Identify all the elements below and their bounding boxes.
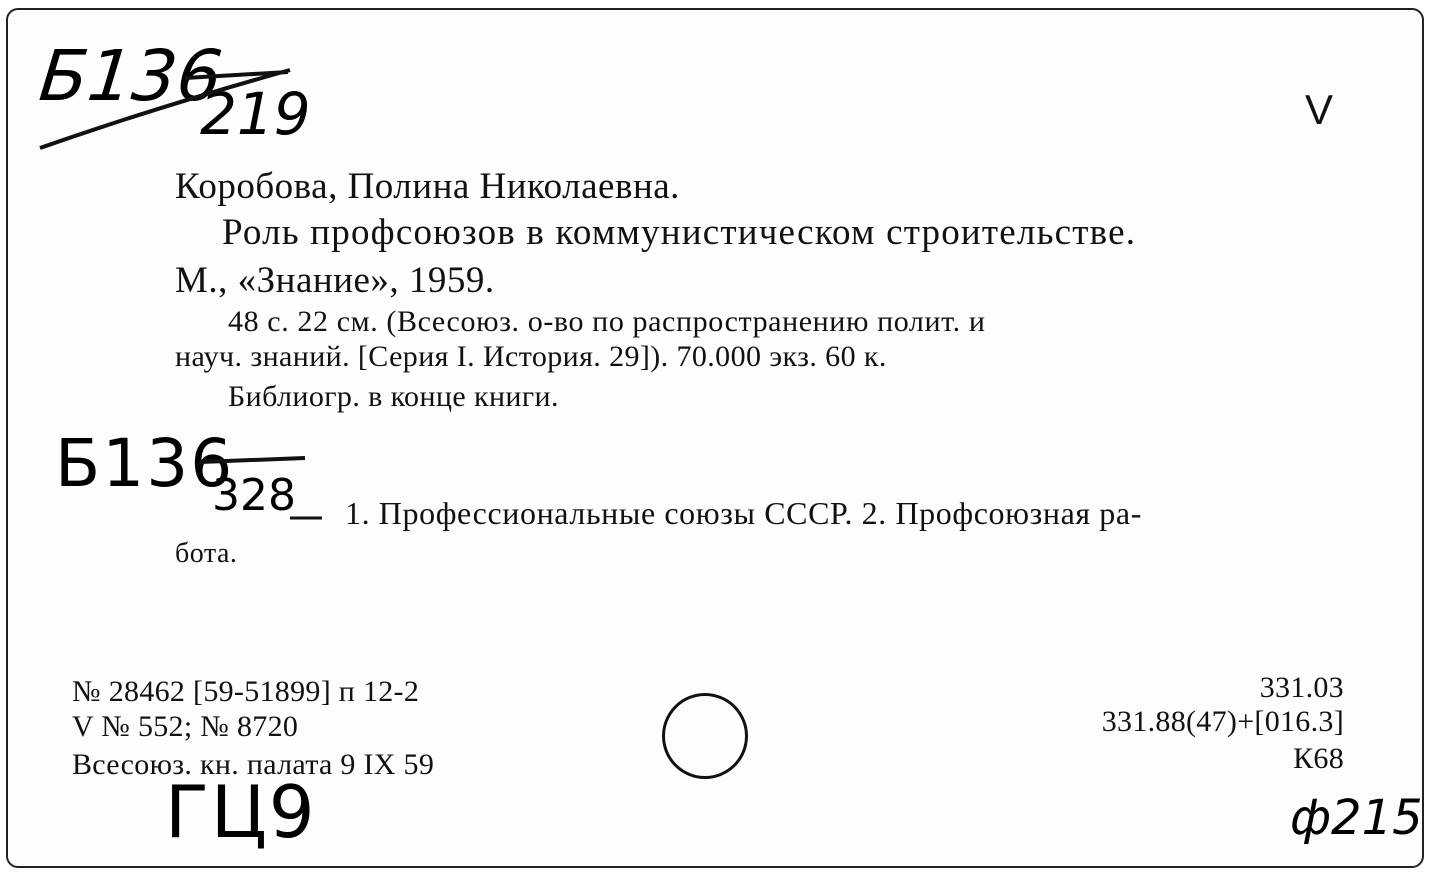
classification-line-2: 331.88(47)+[016.3]	[1101, 705, 1344, 738]
handwritten-shelfmark-mid: Б136	[55, 425, 235, 502]
author-heading: Коробова, Полина Николаевна.	[175, 166, 680, 207]
handwritten-shelfmark-top-number: 219	[200, 80, 311, 148]
collation-line-1: 48 с. 22 см. (Всесоюз. о-во по распространению полит. и	[228, 305, 986, 338]
shelfmark-mid-rule	[200, 458, 305, 462]
handwritten-bottom-right: ф215	[1290, 790, 1423, 846]
registration-line-3: Всесоюз. кн. палата 9 IX 59	[72, 748, 435, 781]
subjects-line-2: бота.	[175, 538, 238, 569]
handwritten-shelfmark-top: Б136	[35, 35, 226, 117]
subjects-line-1: 1. Профессиональные союзы СССР. 2. Профсоюзная ра-	[345, 495, 1142, 531]
handwritten-shelfmark-mid-number: 328	[212, 470, 296, 521]
title-line-1: Роль профсоюзов в коммунистическом строительстве.	[222, 212, 1137, 253]
classification-line-1: 331.03	[1259, 671, 1344, 704]
corner-mark: V	[1305, 86, 1334, 133]
handwritten-bottom-left: ГЦ9	[165, 770, 317, 854]
title-line-2: М., «Знание», 1959.	[175, 260, 495, 301]
registration-line-2: V № 552; № 8720	[72, 710, 299, 743]
classification-line-3: К68	[1293, 742, 1344, 775]
bibliography-note: Библиогр. в конце книги.	[228, 380, 559, 413]
collation-line-2: науч. знаний. [Серия I. История. 29]). 70.000 экз. 60 к.	[175, 340, 887, 373]
registration-line-1: № 28462 [59-51899] п 12-2	[72, 675, 420, 708]
strike-through-line	[40, 70, 290, 148]
